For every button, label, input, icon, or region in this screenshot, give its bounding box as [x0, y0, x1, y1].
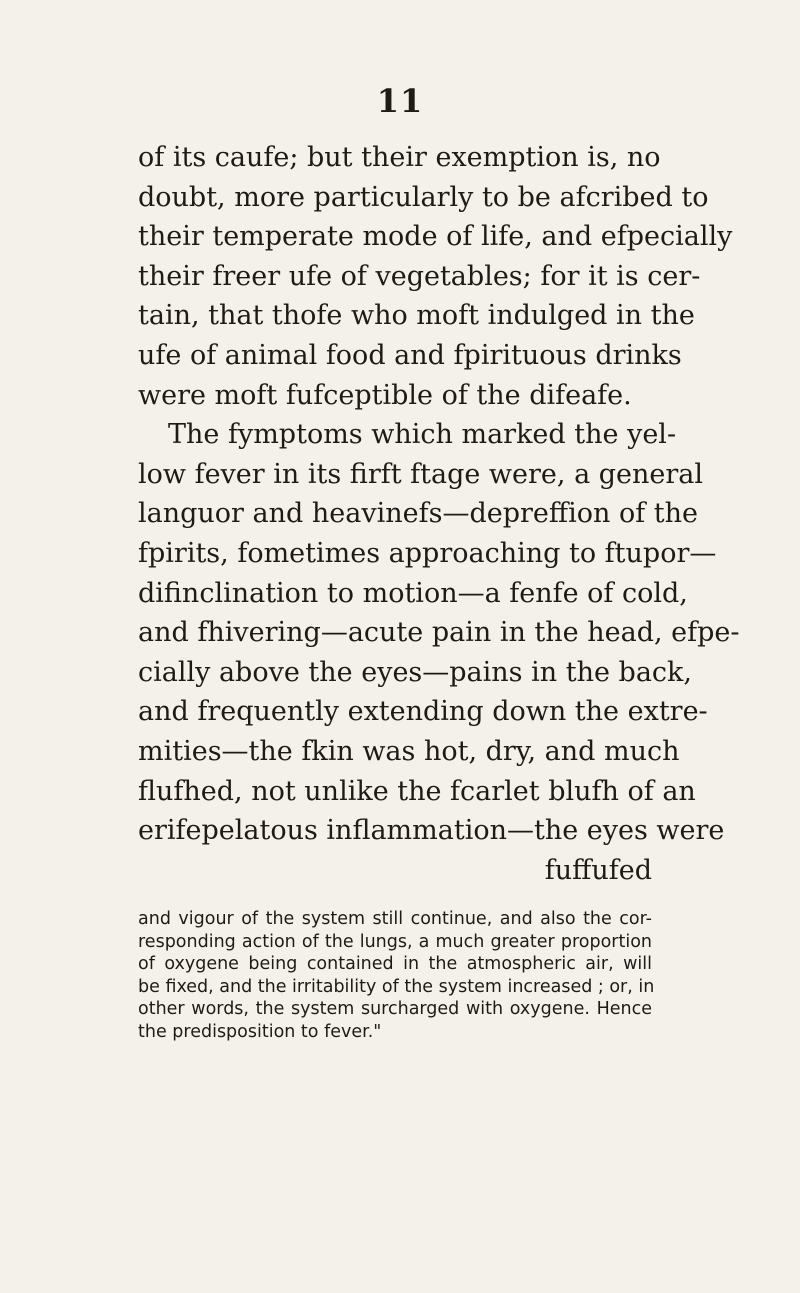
catchword: fuffufed — [544, 854, 652, 886]
text-line: The fymptoms which marked the yel- — [168, 419, 677, 451]
footnote-line: the predisposition to fever." — [138, 1021, 382, 1042]
footnote — [138, 908, 655, 1044]
text-line: their freer ufe of vegetables; for it is cer- — [138, 260, 701, 292]
text-line: doubt, more particularly to be afcribed to — [138, 181, 709, 213]
text-line: difinclination to motion—a fenfe of cold, — [138, 577, 688, 609]
text-line: and fhivering—acute pain in the head, efpe- — [138, 617, 740, 649]
body-text — [138, 138, 740, 890]
footnote-line: be fixed, and the irritability of the system increased ; or, in — [138, 976, 655, 997]
text-line: erifepelatous inflammation—the eyes were — [138, 815, 725, 847]
text-line: were moft fufceptible of the difeafe. — [138, 379, 632, 411]
text-line: and frequently extending down the extre- — [138, 696, 708, 728]
footnote-line: and vigour of the system still continue, and also the cor- — [138, 909, 652, 929]
text-line: languor and heavinefs—depreffion of the — [138, 498, 698, 530]
text-line: flufhed, not unlike the fcarlet blufh of an — [138, 775, 696, 807]
footnote-line: responding action of the lungs, a much greater proportion — [138, 931, 652, 952]
page-number: 11 — [376, 82, 424, 120]
text-line: fpirits, fometimes approaching to ftupor— — [138, 537, 717, 569]
text-line: of its caufe; but their exemption is, no — [138, 142, 661, 173]
text-line: tain, that thofe who moft indulged in the — [138, 300, 695, 332]
footnote-line: other words, the system surcharged with oxygene. Hence — [138, 999, 652, 1020]
text-line: mities—the fkin was hot, dry, and much — [138, 735, 680, 767]
text-line: cially above the eyes—pains in the back, — [138, 656, 692, 688]
text-line: low fever in its firft ftage were, a general — [138, 458, 704, 490]
footnote-line: of oxygene being contained in the atmospheric air, will — [138, 954, 652, 975]
text-line: their temperate mode of life, and efpecially — [138, 221, 733, 253]
text-line: ufe of animal food and fpirituous drinks — [138, 339, 682, 371]
